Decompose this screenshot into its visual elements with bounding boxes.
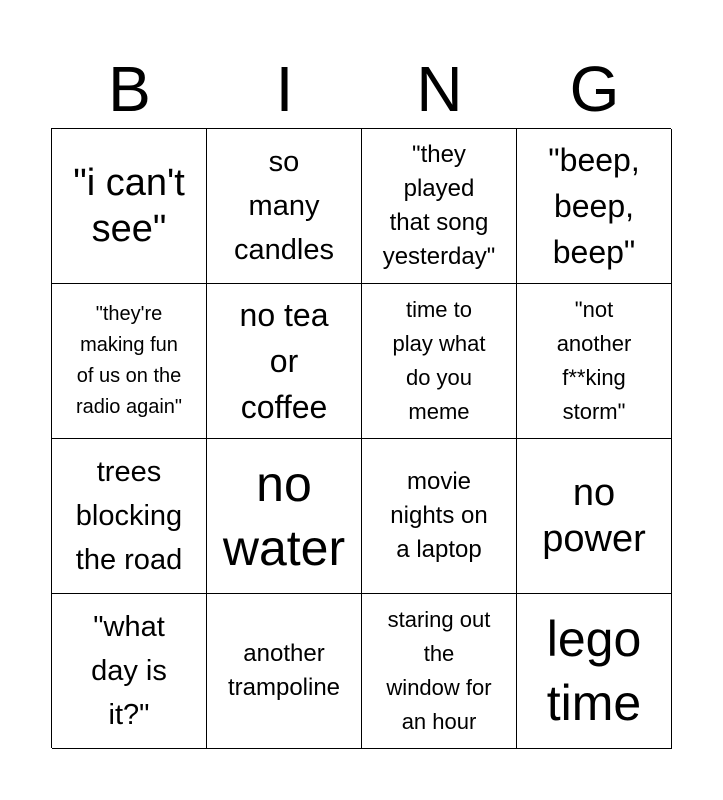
bingo-cell[interactable]: [207, 594, 362, 749]
cell-text: lego time: [546, 611, 642, 731]
cell-text: time to play what do you meme: [392, 297, 486, 424]
cell-text: staring out the window for an hour: [386, 607, 492, 734]
bingo-cell[interactable]: [362, 439, 517, 594]
bingo-cell[interactable]: [52, 594, 207, 749]
bingo-cell[interactable]: [52, 129, 207, 284]
bingo-cell[interactable]: [207, 129, 362, 284]
cell-text: another trampoline: [227, 640, 341, 701]
bingo-cell[interactable]: [207, 439, 362, 594]
bingo-cell[interactable]: [362, 594, 517, 749]
bingo-cell[interactable]: [362, 284, 517, 439]
cell-text: trees blocking the road: [75, 456, 183, 576]
bingo-cell[interactable]: [52, 284, 207, 439]
cell-text: so many candles: [234, 146, 334, 266]
bingo-cell[interactable]: [207, 284, 362, 439]
cell-text: "beep, beep, beep": [548, 142, 640, 270]
header-letter-b: B: [108, 53, 151, 125]
cell-text: "they're making fun of us on the radio again": [75, 303, 183, 418]
bingo-cell[interactable]: [517, 439, 672, 594]
bingo-cell[interactable]: [362, 129, 517, 284]
cell-text: "i can't see": [73, 162, 185, 250]
cell-text: no tea or coffee: [239, 297, 329, 425]
cell-text: no power: [542, 472, 646, 560]
cell-text: no water: [222, 456, 346, 576]
bingo-cell[interactable]: [517, 594, 672, 749]
bingo-cell[interactable]: [517, 284, 672, 439]
header-letter-i: I: [275, 53, 294, 125]
cell-text: "they played that song yesterday": [382, 141, 496, 270]
bingo-header: [52, 50, 672, 128]
cell-text: "not another f**king storm": [556, 297, 632, 424]
cell-text: movie nights on a laptop: [390, 468, 488, 563]
bingo-cell[interactable]: [52, 439, 207, 594]
bingo-cell[interactable]: [517, 129, 672, 284]
header-letter-g: G: [569, 53, 620, 125]
cell-text: "what day is it?": [91, 611, 167, 731]
header-letter-n: N: [416, 53, 463, 125]
bingo-board: [51, 128, 671, 748]
